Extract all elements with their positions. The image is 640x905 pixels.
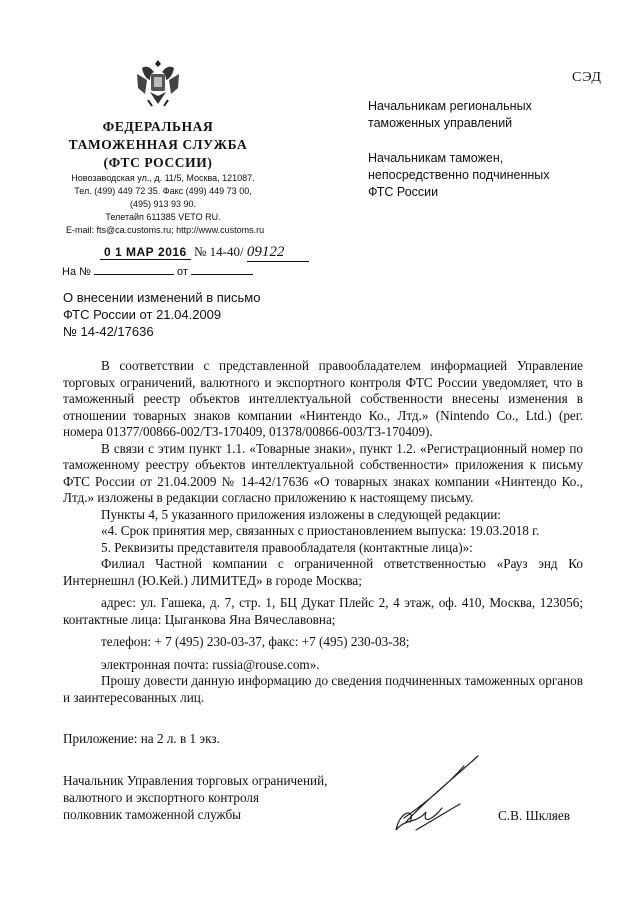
registration-line xyxy=(100,244,309,262)
contact-line: Тел. (499) 449 72 35. Факс (499) 449 73 00, xyxy=(74,186,252,196)
body-paragraph: телефон: + 7 (495) 230-03-37, факс: +7 (495) 230-03-38; xyxy=(101,634,410,649)
signer-line: валютного и экспортного контроля xyxy=(63,790,260,805)
signer-name: С.В. Шкляев xyxy=(498,808,570,823)
org-line: ТАМОЖЕННАЯ СЛУЖБА xyxy=(68,137,248,152)
coat-of-arms-emblem-icon xyxy=(134,56,182,110)
ref-from-label: от xyxy=(177,266,188,278)
sed-mark: СЭД xyxy=(572,70,602,85)
addressee-line: таможенных управлений xyxy=(368,116,513,130)
org-line: ФЕДЕРАЛЬНАЯ xyxy=(102,119,214,134)
signer-title xyxy=(63,772,327,823)
signer-line: Начальник Управления торговых ограничений, xyxy=(63,773,328,788)
contact-line: Новозаводская ул., д. 11/5, Москва, 121087. xyxy=(71,173,255,183)
subject-line: О внесении изменений в письмо xyxy=(63,290,261,305)
addressee-line: Начальникам таможен, xyxy=(368,151,504,165)
body-paragraph: Прошу довести данную информацию до сведения подчиненных таможенных органов и заинтересованных лиц. xyxy=(63,673,583,705)
date-stamp: 0 1 МАР 2016 xyxy=(100,245,191,260)
org-line: (ФТС РОССИИ) xyxy=(103,155,213,170)
reference-line xyxy=(62,264,253,278)
body-paragraph: электронная почта: russia@rouse.com». xyxy=(101,656,320,672)
organization-name xyxy=(60,118,256,172)
letter-body xyxy=(63,358,583,706)
body-paragraph: Пункты 4, 5 указанного приложения изложены в следующей редакции: xyxy=(101,506,501,522)
body-paragraph: адрес: ул. Гашека, д. 7, стр. 1, БЦ Дукат Плейс 2, 4 этаж, оф. 410, Москва, 123056; контактные лица: Цыганкова Яна Вячеславовна; xyxy=(63,595,583,627)
contact-line: (495) 913 93 90. xyxy=(129,199,197,209)
ref-date-blank xyxy=(191,264,253,275)
body-paragraph: В соответствии с представленной правообладателем информацией Управление торговых ограничений, валютного и экспортного контроля ФТС России уведомляет, что в таможенный реестр объектов интеллектуальной собственности внесены изменения в отношении товарных знаков компании «Нинтендо Ко., Лтд.» (Nintendo Co., Ltd.) (рег. номера 01377/00866-002/ТЗ-170409, 01378/00866-003/ТЗ-170409). xyxy=(63,358,583,439)
subject-line: ФТС России от 21.04.2009 xyxy=(63,307,222,322)
body-paragraph: 5. Реквизиты представителя правообладателя (контактные лица)»: xyxy=(101,539,473,555)
letterhead-contacts xyxy=(66,172,265,237)
subject-line: № 14-42/17636 xyxy=(63,324,154,339)
addressee-line: ФТС России xyxy=(368,185,439,199)
signer-line: полковник таможенной службы xyxy=(63,807,242,822)
addressee-line: непосредственно подчиненных xyxy=(368,168,550,182)
addressee-line: Начальникам региональных xyxy=(368,99,532,113)
ref-label: На № xyxy=(62,266,91,278)
letter-subject xyxy=(63,289,260,340)
contact-line: Телетайп 611385 VETO RU. xyxy=(105,212,221,222)
addressee-customs xyxy=(368,150,618,201)
contact-line: E-mail: fts@ca.customs.ru; http://www.customs.ru xyxy=(66,225,265,235)
body-paragraph: Филиал Частной компании с ограниченной ответственностью «Рауз энд Ко Интернешнл (Ю.Кей.) ЛИМИТЕД» в городе Москва; xyxy=(63,556,583,588)
ref-number-blank xyxy=(94,264,174,275)
body-paragraph: «4. Срок принятия мер, связанных с приостановлением выпуска: 19.03.2018 г. xyxy=(101,523,540,538)
appendix-note: Приложение: на 2 л. в 1 экз. xyxy=(63,731,220,746)
body-paragraph: В связи с этим пункт 1.1. «Товарные знаки», пункт 1.2. «Регистрационный номер по таможенному реестру объектов интеллектуальной собственности» приложения к письму ФТС России от 21.04.2009 № 14-42/17636 «О товарных знаках компании «Нинтендо Ко., Лтд.» изложены в редакции согласно приложению к настоящему письму. xyxy=(63,440,583,505)
addressee-regional xyxy=(368,98,618,132)
handwritten-number: 09122 xyxy=(247,244,309,262)
handwritten-signature xyxy=(386,752,486,838)
number-prefix: № 14-40/ xyxy=(193,244,244,259)
